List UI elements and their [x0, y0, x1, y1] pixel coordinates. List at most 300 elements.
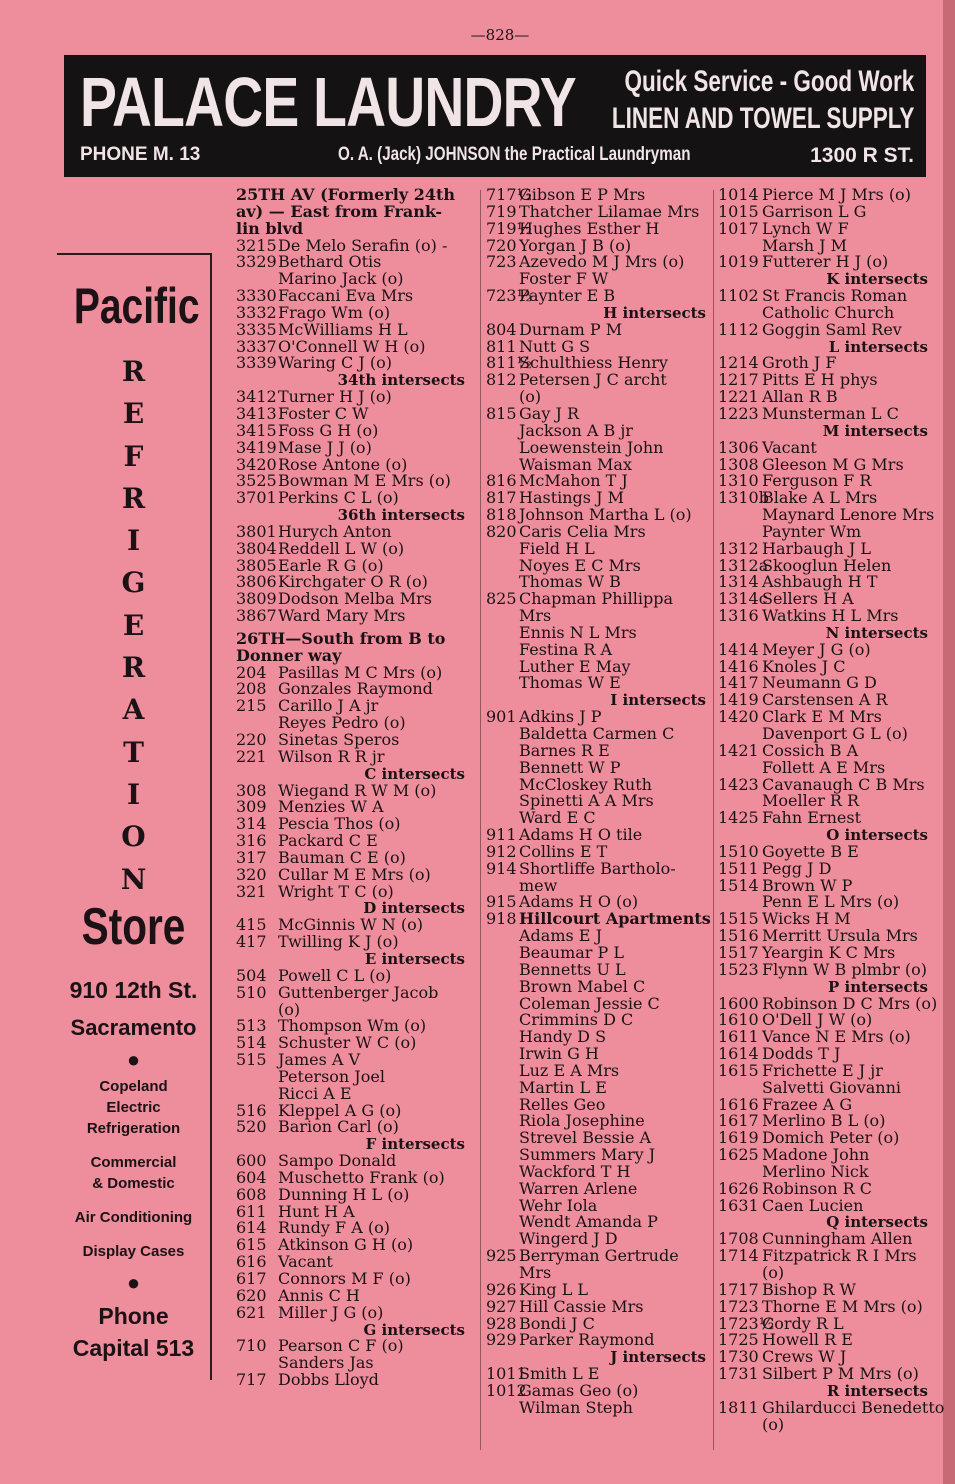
resident-name: Bennetts U L [519, 959, 626, 979]
banner-proprietor: O. A. (Jack) JOHNSON the Practical Laundryman [338, 144, 691, 165]
house-number: 1416 [718, 656, 759, 676]
resident-name: Merlino Nick [762, 1161, 869, 1181]
resident-name: Reyes Pedro (o) [278, 713, 406, 733]
cross-street-heading: D intersects [363, 899, 465, 918]
house-number: 1221 [718, 387, 759, 407]
resident-name: Festina R A [519, 639, 613, 659]
house-number: 1616 [718, 1094, 759, 1114]
resident-name: Salvetti Giovanni [762, 1077, 902, 1097]
directory-column-2 [486, 185, 711, 1417]
house-number: 617 [236, 1269, 267, 1288]
directory-entry [718, 1366, 930, 1383]
cross-street-heading: J intersects [610, 1348, 706, 1367]
directory-entry [718, 1296, 930, 1316]
resident-name: Wehr Iola [519, 1195, 598, 1215]
resident-name: Pierce M J Mrs (o) [762, 185, 911, 204]
house-number: 516 [236, 1100, 267, 1120]
resident-name: Wilson R R jr [278, 746, 385, 766]
resident-name: Munsterman L C [762, 403, 899, 423]
resident-name: Peterson Joel [278, 1066, 385, 1086]
resident-name: Silbert P M Mrs (o) [762, 1364, 919, 1384]
house-number: 812 [486, 370, 517, 390]
resident-name: Groth J F [762, 353, 837, 373]
resident-name: Waring C J (o) [278, 353, 392, 373]
house-number: 1015 [718, 201, 759, 221]
resident-name: Baldetta Carmen C [519, 724, 675, 743]
directory-entry [718, 437, 930, 457]
house-number: 804 [486, 319, 517, 339]
resident-name: Knoles J C [762, 656, 846, 676]
resident-name: (o) [762, 1414, 785, 1434]
resident-name: Earle R G (o) [278, 555, 384, 575]
resident-name: Marino Jack (o) [278, 269, 404, 289]
resident-name: Caris Celia Mrs [519, 521, 646, 541]
house-number: 3335 [236, 319, 277, 339]
resident-name: Twilling K J (o) [278, 932, 399, 952]
directory-entry [486, 437, 708, 457]
resident-name: Madone John [762, 1145, 870, 1165]
house-number: 1515 [718, 909, 759, 929]
resident-name: Ghilarducci Benedetto [762, 1397, 945, 1417]
directory-entry [486, 976, 708, 996]
directory-entry [236, 355, 467, 372]
cross-street-heading: G intersects [363, 1320, 465, 1339]
house-number: 1419 [718, 690, 759, 710]
resident-name: Wicks H M [762, 909, 851, 929]
house-number: 308 [236, 780, 267, 800]
house-number: 1600 [718, 993, 759, 1013]
resident-name: McCloskey Ruth [519, 774, 652, 794]
cross-street-heading: Q intersects [826, 1213, 928, 1232]
resident-name: Lynch W F [762, 218, 849, 238]
resident-name: Bethard Otis [278, 252, 382, 272]
house-number: 614 [236, 1218, 267, 1238]
resident-name: Schuster W C (o) [278, 1033, 417, 1053]
resident-name: Turner H J (o) [278, 387, 392, 407]
resident-name: Robinson R C [762, 1178, 872, 1198]
resident-name: Adkins J P [519, 707, 602, 727]
resident-name: Frichette E J jr [762, 1060, 883, 1080]
resident-name: Frazee A G [762, 1094, 853, 1114]
resident-name: Ferguson F R [762, 471, 872, 491]
cross-street-heading: R intersects [826, 1381, 928, 1400]
resident-name: Adams H O (o) [519, 892, 639, 912]
cross-street-heading: H intersects [603, 303, 706, 322]
resident-name: Dodds T J [762, 1044, 841, 1064]
directory-entry [718, 403, 930, 423]
house-number: 3332 [236, 302, 277, 322]
cross-street-heading: N intersects [825, 623, 928, 642]
house-number: 1730 [718, 1347, 759, 1367]
resident-name: Robinson D C Mrs (o) [762, 993, 938, 1013]
resident-name: Bennett W P [519, 757, 621, 777]
house-number: 1421 [718, 740, 759, 760]
street-heading: lin blvd [236, 218, 304, 238]
house-number: 415 [236, 915, 267, 935]
resident-name: Neumann G D [762, 673, 877, 693]
resident-name: Brown W P [762, 875, 853, 895]
page-spine-edge [943, 0, 955, 1484]
ad-vertical-letter: T [123, 735, 144, 769]
house-number: 321 [236, 881, 267, 901]
resident-name: De Melo Serafin (o) - [278, 235, 448, 255]
resident-name: Clark E M Mrs [762, 707, 882, 727]
resident-name: Powell C L (o) [278, 965, 392, 985]
ad-vertical-letter: E [122, 608, 145, 642]
resident-name: Cunningham Allen [762, 1229, 913, 1249]
house-number: 1314 [718, 572, 759, 592]
resident-name: Pitts E H phys [762, 370, 878, 390]
house-number: 3867 [236, 606, 277, 626]
directory-entry [236, 982, 467, 1002]
resident-name: Skooglun Helen [762, 555, 892, 575]
ad-store-word: Store [81, 898, 186, 956]
house-number: 620 [236, 1285, 267, 1305]
resident-name: Parker Raymond [519, 1330, 655, 1350]
house-number: 3809 [236, 589, 277, 609]
resident-name: King L L [519, 1279, 589, 1299]
house-number: 1619 [718, 1128, 759, 1148]
resident-name: Vacant [762, 437, 817, 457]
house-number: 816 [486, 471, 517, 491]
resident-name: Hughes Esther H [519, 218, 660, 238]
house-number: 1625 [718, 1145, 759, 1165]
house-number: 1731 [718, 1364, 759, 1384]
resident-name: Sinetas Speros [278, 730, 400, 749]
resident-name: Luther E May [519, 656, 631, 676]
house-number: 3412 [236, 387, 277, 407]
house-number: 1723½ [718, 1313, 775, 1333]
resident-name: Marsh J M [762, 235, 848, 255]
resident-name: Spinetti A A Mrs [519, 791, 654, 811]
directory-entry [718, 810, 930, 827]
banner-address: 1300 R ST. [810, 144, 914, 167]
resident-name: Ricci A E [278, 1083, 352, 1103]
house-number: 513 [236, 1016, 267, 1036]
house-number: 918 [486, 909, 517, 929]
house-number: 3415 [236, 420, 277, 440]
resident-name: Follett A E Mrs [762, 757, 886, 777]
house-number: 1811 [718, 1397, 759, 1417]
house-number: 717 [236, 1370, 267, 1390]
resident-name: Atkinson G H (o) [278, 1235, 414, 1255]
house-number: 611 [236, 1201, 267, 1221]
house-number: 818 [486, 505, 517, 525]
page-number: —828— [470, 26, 530, 44]
house-number: 1610 [718, 1010, 759, 1030]
directory-entry [486, 218, 708, 238]
resident-name: Davenport G L (o) [762, 724, 908, 743]
house-number: 1523 [718, 959, 759, 979]
house-number: 1510 [718, 841, 759, 861]
directory-entry [718, 218, 930, 238]
cross-street-heading: 34th intersects [337, 371, 465, 390]
resident-name: Warren Arlene [519, 1178, 638, 1198]
resident-name: Wilman Steph [519, 1397, 633, 1417]
resident-name: Ward E C [519, 808, 596, 828]
house-number: 1214 [718, 353, 759, 373]
resident-name: Reddell L W (o) [278, 538, 405, 558]
house-number: 417 [236, 932, 267, 952]
ad-vertical-letter: I [126, 777, 141, 811]
resident-name: Wright T C (o) [278, 881, 394, 901]
resident-name: Bowman M E Mrs (o) [278, 471, 451, 491]
house-number: 710 [236, 1336, 267, 1356]
resident-name: Vacant [278, 1252, 333, 1272]
resident-name: Catholic Church [762, 302, 895, 322]
resident-name: Beaumar P L [519, 942, 624, 962]
resident-name: Chapman Phillippa [519, 589, 673, 609]
resident-name: O'Connell W H (o) [278, 336, 426, 356]
resident-name: Cullar M E Mrs (o) [278, 864, 431, 884]
cross-street-heading: L intersects [828, 337, 928, 356]
resident-name: Adams H O tile [519, 825, 643, 845]
house-number: 1417 [718, 673, 759, 693]
directory-entry [718, 254, 930, 271]
resident-name: Schulthiess Henry [519, 353, 668, 373]
house-number: 510 [236, 982, 267, 1002]
house-number: 504 [236, 965, 267, 985]
resident-name: Relles Geo [519, 1094, 606, 1114]
resident-name: Yorgan J B (o) [519, 235, 632, 255]
resident-name: Foster F W [519, 269, 609, 289]
directory-entry [236, 1119, 467, 1136]
resident-name: Perkins C L (o) [278, 488, 399, 508]
house-number: 1112 [718, 319, 759, 339]
ad-bullet-1: ● [126, 1047, 141, 1072]
house-number: 600 [236, 1151, 267, 1171]
ad-vertical-letter: G [121, 566, 146, 600]
cross-street-heading: 36th intersects [337, 506, 465, 525]
resident-name: Mrs [519, 1263, 552, 1282]
cross-street-heading: I intersects [610, 691, 706, 710]
cross-street-heading: M intersects [822, 421, 928, 440]
resident-name: Crimmins D C [519, 1010, 634, 1030]
resident-name: Muschetto Frank (o) [278, 1167, 445, 1187]
ad-line-copeland: Copeland [99, 1078, 168, 1095]
resident-name: Dunning H L (o) [278, 1184, 410, 1204]
house-number: 1312a [718, 555, 769, 575]
resident-name: Irwin G H [519, 1044, 599, 1064]
ad-vertical-letter: R [121, 481, 146, 515]
resident-name: Field H L [519, 538, 595, 558]
house-number: 3329 [236, 252, 277, 272]
directory-entry [486, 1332, 708, 1349]
ad-line-commercial: Commercial [90, 1154, 177, 1171]
ad-line-electric: Electric [106, 1099, 161, 1116]
house-number: 3420 [236, 454, 277, 474]
house-number: 204 [236, 662, 267, 682]
directory-entry [718, 757, 930, 777]
ad-vertical-letter: R [121, 651, 146, 685]
directory-entry [486, 288, 708, 305]
banner-tagline-service: Quick Service - Good Work [624, 65, 914, 98]
house-number: 3330 [236, 286, 277, 306]
house-number: 320 [236, 864, 267, 884]
resident-name: Martin L E [519, 1077, 607, 1097]
house-number: 1631 [718, 1195, 759, 1215]
house-number: 309 [236, 797, 267, 817]
cross-street-heading: C intersects [364, 764, 465, 783]
directory-entry [236, 608, 467, 625]
house-number: 616 [236, 1252, 267, 1272]
resident-name: Wingerd J D [519, 1229, 618, 1249]
ad-vertical-letter: N [120, 862, 147, 896]
resident-name: Paynter E B [519, 286, 616, 306]
directory-entry [486, 1296, 708, 1316]
house-number: 1102 [718, 286, 759, 306]
house-number: 927 [486, 1296, 517, 1316]
resident-name: Mase J J (o) [278, 437, 372, 457]
resident-name: Pasillas M C Mrs (o) [278, 662, 443, 682]
resident-name: Berryman Gertrude [519, 1246, 679, 1266]
resident-name: Ward Mary Mrs [278, 606, 406, 626]
house-number: 514 [236, 1033, 267, 1053]
ad-bullet-2: ● [126, 1270, 141, 1295]
ad-vertical-letter: O [121, 820, 146, 854]
resident-name: Futterer H J (o) [762, 252, 889, 272]
house-number: 1223 [718, 403, 759, 423]
directory-entry [718, 1195, 930, 1215]
resident-name: Petersen J C archt [519, 370, 667, 390]
resident-name: Crews W J [762, 1347, 847, 1367]
house-number: 811 [486, 336, 517, 356]
ad-line-refrigeration: Refrigeration [86, 1120, 181, 1137]
house-number: 220 [236, 730, 267, 749]
house-number: 215 [236, 696, 267, 716]
resident-name: Frago Wm (o) [278, 302, 391, 322]
resident-name: Smith L E [519, 1364, 600, 1384]
street-heading: 25TH AV (Formerly 24th [236, 185, 456, 204]
ad-vertical-letter: R [121, 355, 146, 388]
directory-entry [486, 757, 708, 777]
house-number: 720 [486, 235, 517, 255]
resident-name: Nutt G S [519, 336, 591, 356]
resident-name: Harbaugh J L [762, 538, 871, 558]
ad-line-display-cases: Display Cases [82, 1243, 185, 1260]
resident-name: Johnson Martha L (o) [519, 505, 692, 525]
resident-name: Thatcher Lilamae Mrs [519, 201, 700, 221]
resident-name: Summers Mary J [519, 1145, 656, 1165]
refrigeration-store-ad [57, 253, 212, 1380]
ad-phone-number: Capital 513 [72, 1335, 195, 1361]
house-number: 925 [486, 1246, 517, 1266]
resident-name: Fahn Ernest [762, 808, 861, 828]
resident-name: McWilliams H L [278, 319, 408, 339]
directory-entry [236, 1237, 467, 1254]
cross-street-heading: K intersects [826, 270, 928, 289]
house-number: 1217 [718, 370, 759, 390]
resident-name: Merritt Ursula Mrs [762, 926, 918, 946]
resident-name: Hunt H A [278, 1201, 355, 1221]
directory-entry [718, 608, 930, 625]
laundry-ad-banner [64, 55, 926, 177]
house-number: 1310b [718, 488, 769, 508]
house-number: 3413 [236, 403, 277, 423]
resident-name: Maynard Lenore Mrs [762, 505, 935, 525]
resident-name: Handy D S [519, 1027, 607, 1047]
directory-entry [718, 1248, 930, 1265]
resident-name: James A V [278, 1050, 361, 1070]
house-number: 1617 [718, 1111, 759, 1131]
resident-name: Dodson Melba Mrs [278, 589, 433, 609]
house-number: 723 [486, 252, 517, 272]
house-number: 604 [236, 1167, 267, 1187]
house-number: 3215 [236, 235, 277, 255]
house-number: 915 [486, 892, 517, 912]
resident-name: Bauman C E (o) [278, 847, 406, 867]
cross-street-heading: E intersects [364, 949, 465, 968]
banner-title: PALACE LAUNDRY [80, 63, 576, 141]
resident-name: Blake A L Mrs [762, 488, 878, 508]
resident-name: Bishop R W [762, 1279, 856, 1299]
resident-name: Carstensen A R [762, 690, 888, 710]
resident-name: Barion Carl (o) [278, 1117, 399, 1137]
resident-name: Howell R E [762, 1330, 853, 1350]
house-number: 926 [486, 1279, 517, 1299]
house-number: 314 [236, 814, 267, 834]
resident-name: Foss G H (o) [278, 420, 379, 440]
resident-name: Cossich B A [762, 740, 859, 760]
directory-column-3 [718, 185, 945, 1434]
resident-name: Brown Mabel C [519, 976, 646, 996]
house-number: 1310 [718, 471, 759, 491]
house-number: 608 [236, 1184, 267, 1204]
banner-tagline-linen: LINEN AND TOWEL SUPPLY [611, 102, 914, 135]
house-number: 1425 [718, 808, 759, 828]
street-heading: av) — East from Frank- [236, 201, 442, 221]
house-number: 3337 [236, 336, 277, 356]
house-number: 1014 [718, 185, 759, 204]
resident-name: Rundy F A (o) [278, 1218, 390, 1238]
house-number: 1420 [718, 707, 759, 727]
resident-name: Rose Antone (o) [278, 454, 408, 474]
resident-name: St Francis Roman [762, 286, 908, 306]
column-divider [713, 190, 714, 1450]
resident-name: Thompson Wm (o) [278, 1016, 427, 1036]
resident-name: Connors M F (o) [278, 1269, 411, 1288]
resident-name: (o) [762, 1263, 785, 1282]
directory-entry [236, 490, 467, 507]
resident-name: Moeller R R [762, 791, 860, 811]
house-number: 1725 [718, 1330, 759, 1350]
ad-vertical-letter: E [122, 397, 145, 431]
resident-name: Cavanaugh C B Mrs [762, 774, 925, 794]
house-number: 1012 [486, 1380, 527, 1400]
resident-name: Cordy R L [762, 1313, 844, 1333]
resident-name: (o) [519, 387, 542, 407]
ad-vertical-word [57, 351, 210, 901]
resident-name: Ennis N L Mrs [519, 622, 637, 642]
resident-name: Hillcourt Apartments [519, 909, 711, 929]
house-number: 912 [486, 841, 517, 861]
resident-name: Gibson E P Mrs [519, 185, 646, 204]
resident-name: Faccani Eva Mrs [278, 286, 414, 306]
ad-city: Sacramento [70, 1015, 197, 1040]
resident-name: Noyes E C Mrs [519, 555, 641, 575]
directory-column-1 [236, 187, 467, 1389]
house-number: 3805 [236, 555, 277, 575]
house-number: 1516 [718, 926, 759, 946]
directory-entry [486, 675, 708, 692]
house-number: 3701 [236, 488, 277, 508]
resident-name: Guttenberger Jacob [278, 982, 439, 1002]
resident-name: Loewenstein John [519, 437, 664, 457]
house-number: 316 [236, 831, 267, 851]
resident-name: Hastings J M [519, 488, 624, 508]
resident-name: Mrs [519, 606, 552, 626]
house-number: 221 [236, 746, 267, 766]
